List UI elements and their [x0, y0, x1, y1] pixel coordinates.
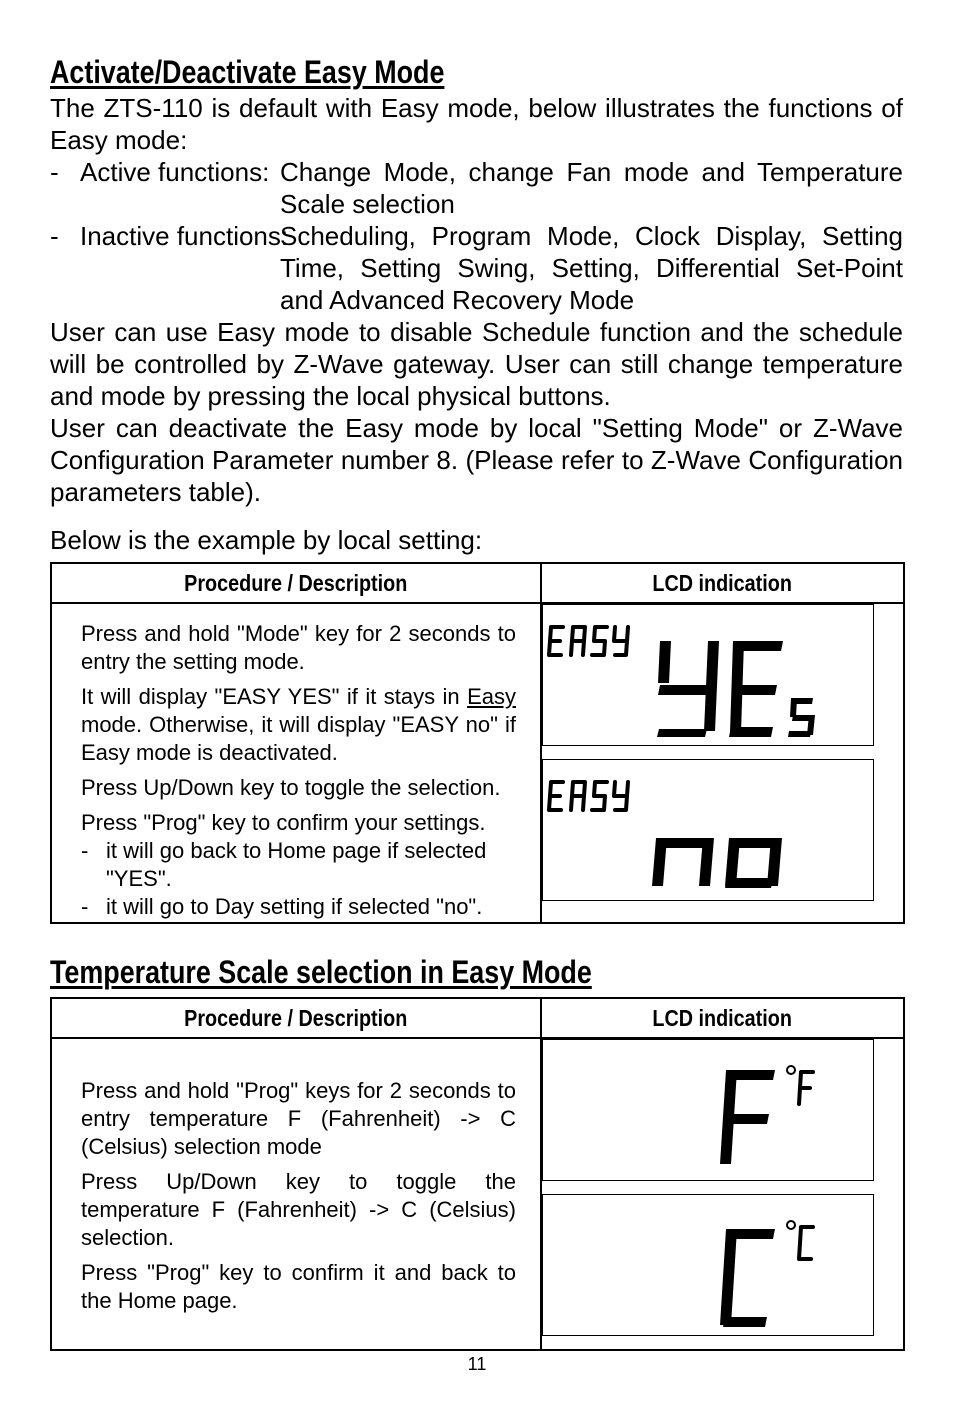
example-caption: Below is the example by local setting:	[50, 525, 483, 555]
page-number: 11	[467, 1354, 487, 1374]
lcd-display-easy-no	[542, 759, 874, 901]
step-text: Press "Prog" key to confirm your settings.	[81, 810, 486, 835]
lcd-unit-f	[799, 1072, 813, 1104]
bullet-item: - it will go to Day setting if selected "no".	[81, 894, 483, 919]
degree-icon	[787, 1221, 795, 1229]
lcd-easy-no-graphic	[543, 760, 875, 902]
section-title-temperature-scale: Temperature Scale selection in Easy Mode	[50, 954, 592, 990]
function-row-inactive: - Inactive functions: Scheduling, Program Mode, Clock Display, Setting Time, Setting Swing, Setting, Differential Set-Point and Advanced Recovery Mode	[50, 221, 903, 315]
intro-block	[50, 92, 903, 508]
lcd-display-easy-yes	[542, 604, 874, 746]
step-text: It will display "EASY YES" if it stays in Easy mode. Otherwise, it will display "EASY no" if Easy mode is deactivated.	[81, 684, 516, 765]
function-value: Change Mode, change Fan mode and Temperature Scale selection	[280, 157, 903, 219]
lcd-easy-yes-graphic	[543, 605, 875, 747]
column-header-procedure: Procedure / Description	[51, 563, 541, 603]
lcd-fahrenheit-graphic	[543, 1040, 875, 1182]
column-header-procedure: Procedure / Description	[51, 998, 541, 1038]
step-text: Press Up/Down key to toggle the temperature F (Fahrenheit) -> C (Celsius) selection.	[81, 1169, 516, 1250]
lcd-display-fahrenheit	[542, 1039, 874, 1181]
step-text: Press "Prog" key to confirm it and back to the Home page.	[81, 1260, 516, 1313]
intro-paragraph: The ZTS-110 is default with Easy mode, below illustrates the functions of Easy mode:	[50, 93, 903, 155]
lcd-celsius-graphic	[543, 1195, 875, 1337]
column-header-lcd: LCD indication	[541, 563, 904, 603]
function-row-active: - Active functions: Change Mode, change Fan mode and Temperature Scale selection	[50, 157, 903, 219]
lcd-cell	[541, 1038, 904, 1350]
step-text: Press and hold "Mode" key for 2 seconds to entry the setting mode.	[81, 621, 516, 674]
lcd-f-digit	[720, 1070, 775, 1164]
lcd-display-celsius	[542, 1194, 874, 1336]
paragraph-deactivate: User can deactivate the Easy mode by local "Setting Mode" or Z-Wave Configuration Parameter number 8. (Please refer to Z-Wave Configuration parameters table).	[50, 413, 903, 507]
lcd-unit-c	[799, 1227, 813, 1259]
lcd-yes-digits	[657, 641, 815, 737]
procedure-cell	[51, 1038, 541, 1350]
section-title-easy-mode: Activate/Deactivate Easy Mode	[50, 54, 445, 90]
lcd-c-digit	[720, 1229, 775, 1327]
procedure-cell	[51, 603, 541, 923]
lcd-no-digits	[652, 838, 782, 888]
step-text: Press and hold "Prog" keys for 2 seconds to entry temperature F (Fahrenheit) -> C (Celsius) selection mode	[81, 1078, 516, 1159]
bullet-item: - it will go back to Home page if selected "YES".	[81, 838, 487, 891]
function-label: Inactive functions:	[80, 221, 289, 251]
easy-mode-table	[50, 562, 905, 924]
function-value: Scheduling, Program Mode, Clock Display, Setting Time, Setting Swing, Setting, Differential Set-Point and Advanced Recovery Mode	[280, 221, 903, 315]
column-header-lcd: LCD indication	[541, 998, 904, 1038]
lcd-cell	[541, 603, 904, 923]
temperature-scale-table	[50, 997, 905, 1351]
step-text: Press Up/Down key to toggle the selection.	[81, 775, 501, 800]
degree-icon	[787, 1066, 795, 1074]
paragraph-schedule: User can use Easy mode to disable Schedule function and the schedule will be controlled by Z-Wave gateway. User can still change temperature and mode by pressing the local physical buttons.	[50, 317, 903, 411]
function-label: Active functions:	[80, 157, 270, 187]
